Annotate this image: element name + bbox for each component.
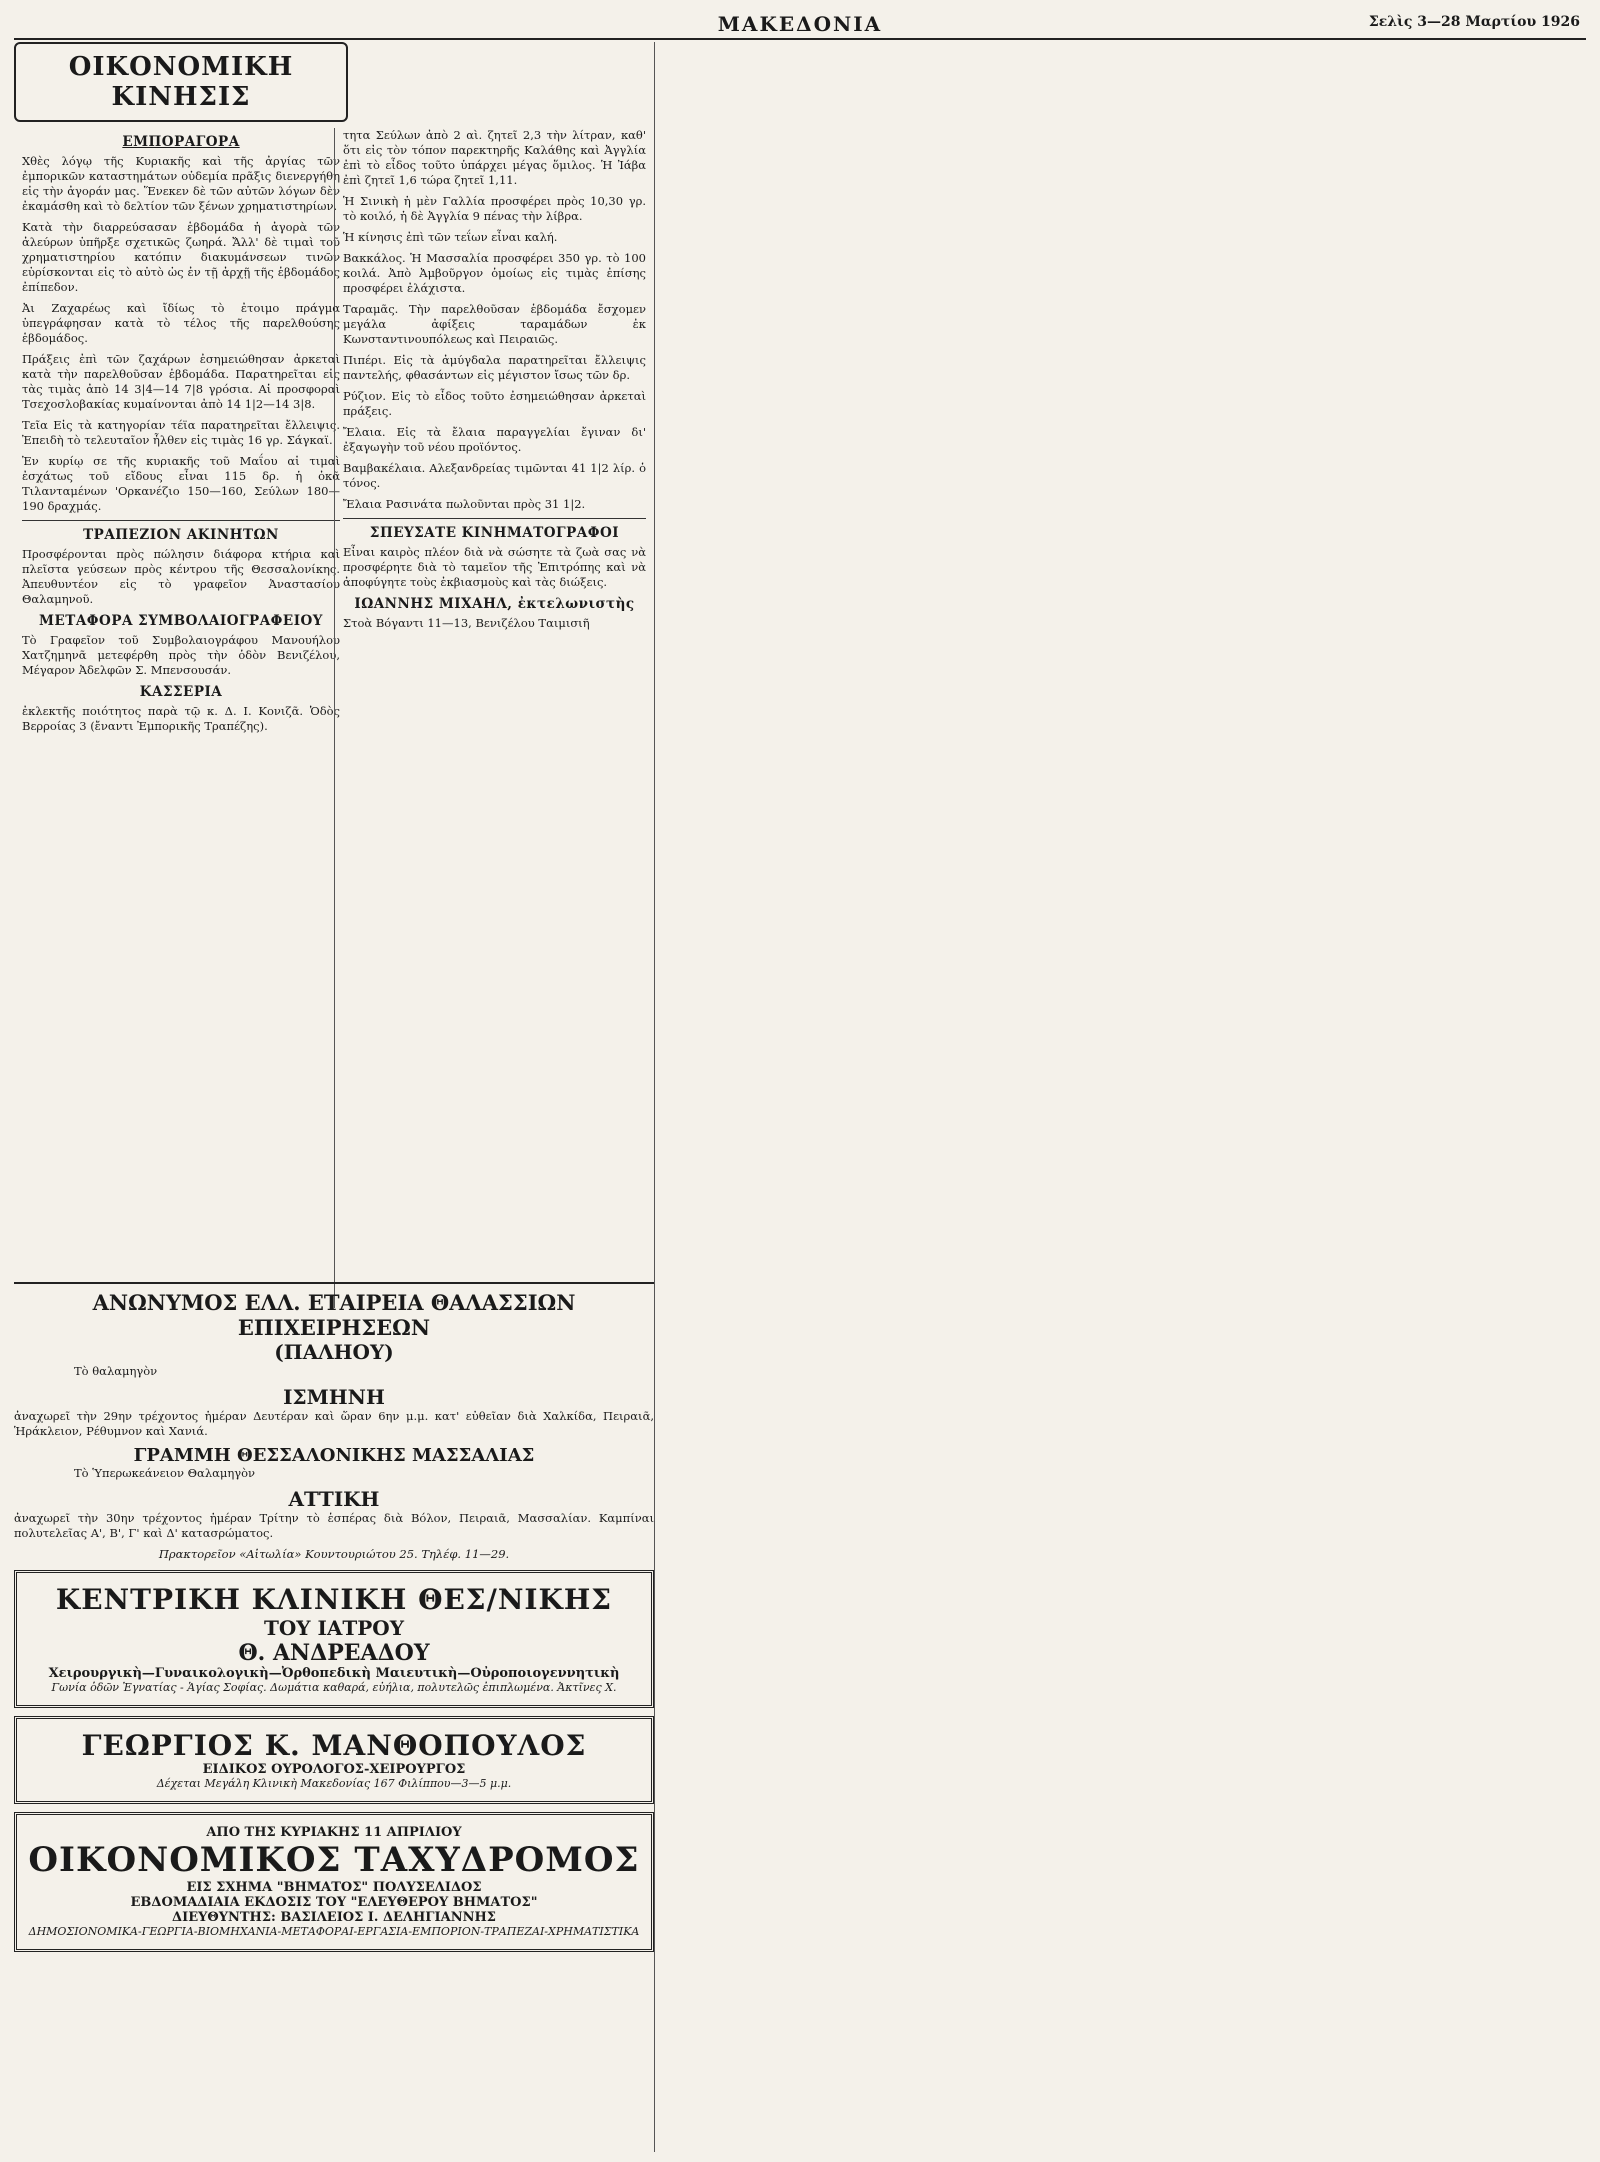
ad-heading: ΣΠΕΥΣΑΤΕ ΚΙΝΗΜΑΤΟΓΡΑΦΟΙ xyxy=(369,525,620,541)
shipping-agent: Πρακτορεῖον «Αἰτωλία» Κουντουριώτου 25. Τηλέφ. 11—29. xyxy=(158,1547,510,1561)
masthead xyxy=(14,8,1586,40)
ad-heading: ΤΡΑΠΕΖΙΟΝ ΑΚΙΝΗΤΩΝ xyxy=(83,527,279,543)
econ-para: Ἡ Σινικὴ ἡ μὲν Γαλλία προσφέρει πρὸς 10,30 γρ. τὸ κοιλό, ἡ δὲ Ἀγγλία 9 πένας τὴν λίβρα. xyxy=(343,194,646,223)
econ-col-2 xyxy=(334,128,654,1308)
clinic-specialties: Χειρουργικὴ—Γυναικολογικὴ—Ὀρθοπεδικὴ Μαιευτικὴ—Οὐροποιογεννητικὴ xyxy=(48,1666,620,1681)
courier-title: ΟΙΚΟΝΟΜΙΚΟΣ ΤΑΧΥΔΡΟΜΟΣ xyxy=(28,1840,640,1880)
ad-heading: ΚΑΣΣΕΡΙΑ xyxy=(139,684,223,700)
left-block xyxy=(14,42,654,2152)
econ-para: Πράξεις ἐπὶ τῶν ζαχάρων ἐσημειώθησαν ἀρκεταὶ κατὰ τὴν παρελθοῦσαν ἑβδομάδα. Παρατηρεῖται εἰς τὰς τιμὰς ἀπὸ 14 3|4—14 7|8 γρόσια. Αἱ προσφοραὶ Τσεχοσλοβακίας κυμαίνονται ἀπὸ 14 1|2—14 3|8. xyxy=(22,352,340,411)
econ-para: Ρύζιον. Εἰς τὸ εἶδος τοῦτο ἐσημειώθησαν ἀρκεταὶ πράξεις. xyxy=(343,389,646,418)
ship-name: ΑΤΤΙΚΗ xyxy=(288,1487,380,1511)
econ-para: Βαμβακέλαια. Αλεξανδρείας τιμῶνται 41 1|2 λίρ. ὁ τόνος. xyxy=(343,461,646,490)
ship-text: ἀναχωρεῖ τὴν 29ην τρέχοντος ἡμέραν Δευτέραν καὶ ὥραν 6ην μ.μ. κατ' εὐθεῖαν διὰ Χαλκίδα, Πειραιᾶ, Ἡράκλειον, Ρέθυμνον καὶ Χανιά. xyxy=(14,1409,654,1438)
ad-text: Στοὰ Βόγαντι 11—13, Βενιζέλου Ταιμισιῆ xyxy=(343,616,590,630)
econ-para: Ταραμᾶς. Τὴν παρελθοῦσαν ἑβδομάδα ἔσχομεν μεγάλα ἀφίξεις ταραμάδων ἐκ Κωνσταντινουπόλεως καὶ Πειραιῶς. xyxy=(343,302,646,346)
shipping-from: Τὸ θαλαμηγὸν xyxy=(74,1364,158,1378)
shipping-line: ΓΡΑΜΜΗ ΘΕΣΣΑΛΟΝΙΚΗΣ ΜΑΣΣΑΛΙΑΣ xyxy=(133,1445,535,1466)
clinic-subtitle: ΤΟΥ ΙΑΤΡΟΥ xyxy=(263,1616,405,1640)
shipping-company: ΑΝΩΝΥΜΟΣ ΕΛΛ. ΕΤΑΙΡΕΙΑ ΘΑΛΑΣΣΙΩΝ ΕΠΙΧΕΙΡΗΣΕΩΝ xyxy=(92,1290,576,1340)
econ-para: τητα Σεύλων ἀπὸ 2 αὶ. ζητεῖ 2,3 τὴν λίτραν, καθ' ὅτι εἰς τὸν τόπον παρεκτηρῆς Καλάθης καὶ Ἀγγλία ἐπὶ τὸ εἶδος τοῦτο ὑπάρχει μέγας ὅμιλος. Ἡ Ἰάβα ἐπὶ ζητεῖ 1,6 τώρα ζητεῖ 1,11. xyxy=(343,128,646,187)
emporagora-heading: ΕΜΠΟΡΑΓΟΡΑ xyxy=(122,134,240,150)
ad-heading: ΙΩΑΝΝΗΣ ΜΙΧΑΗΛ, ἐκτελωνιστὴς xyxy=(354,596,635,612)
courier-ad xyxy=(14,1812,654,1952)
ad-heading: ΜΕΤΑΦΟΡΑ ΣΥΜΒΟΛΑΙΟΓΡΑΦΕΙΟΥ xyxy=(39,613,323,629)
page-date: Σελὶς 3—28 Μαρτίου 1926 xyxy=(1368,14,1580,30)
ad-text: Προσφέρονται πρὸς πώλησιν διάφορα κτήρια καὶ πλεῖστα γεύσεων πρὸς κέντρου τῆς Θεσσαλονίκης. Ἀπευθυντέον εἰς τὸ γραφεῖον Ἀναστασίου Θαλαμηνοῦ. xyxy=(22,547,340,606)
shipping-from: Τὸ Ὑπερωκεάνειον Θαλαμηγὸν xyxy=(74,1466,256,1480)
clinic-title: ΚΕΝΤΡΙΚΗ ΚΛΙΝΙΚΗ ΘΕΣ/ΝΙΚΗΣ xyxy=(55,1583,613,1616)
courier-line: ΕΒΔΟΜΑΔΙΑΙΑ ΕΚΔΟΣΙΣ ΤΟΥ "ΕΛΕΥΘΕΡΟΥ ΒΗΜΑΤΟΣ" xyxy=(130,1895,538,1910)
econ-para: Βακκάλος. Ἡ Μασσαλία προσφέρει 350 γρ. τὸ 100 κοιλά. Ἀπὸ Ἀμβοῦργον ὁμοίως εἰς τιμὰς ἐπίσης προσφέρει ἐλάχιστα. xyxy=(343,251,646,295)
columns xyxy=(14,42,1586,2152)
econ-col-1 xyxy=(14,128,348,1308)
econ-para: Ἔλαια Ρασινάτα πωλοῦνται πρὸς 31 1|2. xyxy=(343,497,586,511)
surgeon-specialty: ΕΙΔΙΚΟΣ ΟΥΡΟΛΟΓΟΣ-ΧΕΙΡΟΥΡΓΟΣ xyxy=(202,1762,466,1777)
econ-para: Ἀι Ζαχαρέως καὶ ἴδίως τὸ ἐτοιμο πράγμα ὑπεγράφησαν κατὰ τὸ τέλος τῆς παρελθούσης ἑβδομάδος. xyxy=(22,301,340,345)
ad-text: Τὸ Γραφεῖον τοῦ Συμβολαιογράφου Μανουήλου Χατζημηνᾶ μετεφέρθη πρὸς τὴν ὁδὸν Βενιζέλου, Μέγαρον Ἀδελφῶν Σ. Μπενσουσάν. xyxy=(22,633,340,677)
econ-para: Ἔλαια. Εἰς τὰ ἔλαια παραγγελίαι ἔγιναν δι' ἐξαγωγὴν τοῦ νέου προϊόντος. xyxy=(343,425,646,454)
econ-para: Πιπέρι. Εἰς τὰ ἀμύγδαλα παρατηρεῖται ἔλλειψις παντελής, φθασάντων εἰς μέγιστον ἴσως τῶν δρ. xyxy=(343,353,646,382)
shipping-ad xyxy=(14,1282,654,1562)
econ-para: Ἡ κίνησις ἐπὶ τῶν τεΐων εἶναι καλή. xyxy=(343,230,558,244)
surgeon-name: ΓΕΩΡΓΙΟΣ Κ. ΜΑΝΘΟΠΟΥΛΟΣ xyxy=(81,1729,587,1762)
courier-line: ΔΙΕΥΘΥΝΤΗΣ: ΒΑΣΙΛΕΙΟΣ Ι. ΔΕΛΗΓΙΑΝΝΗΣ xyxy=(172,1910,496,1925)
courier-from: ΑΠΟ ΤΗΣ ΚΥΡΙΑΚΗΣ 11 ΑΠΡΙΛΙΟΥ xyxy=(206,1825,462,1840)
econ-para: Ἐν κυρίῳ σε τῆς κυριακῆς τοῦ Μαΐου αἱ τιμαὶ ἐσχάτως τοῦ εἴδους εἶναι 115 δρ. ἡ ὀκᾶ Τιλανταμένων 'Ορκανέζιο 150—160, Σεύλων 180—190 δραχμάς. xyxy=(22,454,340,513)
econ-para: Χθὲς λόγῳ τῆς Κυριακῆς καὶ τῆς ἀργίας τῶν ἐμπορικῶν καταστημάτων οὐδεμία πρᾶξις διενεργήθη εἰς τὴν ἀγοράν μας. Ἕνεκεν δὲ τῶν αὐτῶν λόγων δὲν ἐκαμάσθη καὶ τὸ δελτίον τῶν ξένων χρηματιστηρίων. xyxy=(22,154,340,213)
courier-line: ΕΙΣ ΣΧΗΜΑ "ΒΗΜΑΤΟΣ" ΠΟΛΥΣΕΛΙΔΟΣ xyxy=(186,1880,482,1895)
ship-name: ΙΣΜΗΝΗ xyxy=(283,1385,385,1409)
left-ads xyxy=(14,1282,654,1960)
ad-text: Εἶναι καιρὸς πλέον διὰ νὰ σώσητε τὰ ζωὰ σας νὰ προσφέρητε διὰ τὸ ταμεῖον τῆς Ἐπιτρόπης καὶ νὰ ἀποφύγητε τοὺς ἐκβιασμοὺς καὶ τὰς διώξεις. xyxy=(343,545,646,589)
clinic-ad xyxy=(14,1570,654,1708)
courier-topics: ΔΗΜΟΣΙΟΝΟΜΙΚΑ-ΓΕΩΡΓΙΑ-ΒΙΟΜΗΧΑΝΙΑ-ΜΕΤΑΦΟΡΑΙ-ΕΡΓΑΣΙΑ-ΕΜΠΟΡΙΟΝ-ΤΡΑΠΕΖΑΙ-ΧΡΗΜΑΤΙΣΤΙΚΑ xyxy=(28,1925,640,1938)
ad-text: ἐκλεκτῆς ποιότητος παρὰ τῷ κ. Δ. Ι. Κονιζᾶ. Ὁδὸς Βερροίας 3 (ἔναντι Ἐμπορικῆς Τραπέζης). xyxy=(22,704,340,733)
surgeon-ad xyxy=(14,1716,654,1804)
econ-columns xyxy=(14,128,646,1308)
shipping-company-sub: (ΠΑΛΗΟΥ) xyxy=(274,1340,394,1364)
clinic-doctor: Θ. ΑΝΔΡΕΑΔΟΥ xyxy=(238,1640,430,1666)
clinic-info: Γωνία ὁδῶν Ἐγνατίας - Ἁγίας Σοφίας. Δωμάτια καθαρά, εὐήλια, πολυτελῶς ἐπιπλωμένα. Ἀκτῖνες Χ. xyxy=(51,1681,617,1694)
econ-para: Κατὰ τὴν διαρρεύσασαν ἑβδομάδα ἡ ἀγορὰ τῶν ἀλεύρων ὑπῆρξε σχετικῶς ζωηρά. Ἄλλ' δὲ τιμαὶ τοῦ χρηματιστηρίου κατόπιν διακυμάνσεων τινῶν εὑρίσκονται εἰς τὸ αὐτὸ ὡς ἐν τῇ ἀρχῇ τῆς ἑβδομάδος ἐπίπεδον. xyxy=(22,220,340,294)
econ-heading: ΟΙΚΟΝΟΜΙΚΗ ΚΙΝΗΣΙΣ xyxy=(14,42,348,122)
surgeon-info: Δέχεται Μεγάλη Κλινικὴ Μακεδονίας 167 Φιλίππου—3—5 μ.μ. xyxy=(156,1777,512,1790)
econ-para: Τεῖα Εἰς τὰ κατηγορίαν τέϊα παρατηρεῖται ἔλλειψις. Ἐπειδὴ τὸ τελευταῖον ἦλθεν εἰς τιμὰς 16 γρ. Σάγκαϊ. xyxy=(22,418,340,447)
paper-name: ΜΑΚΕΔΟΝΙΑ xyxy=(717,12,883,36)
ship-text: ἀναχωρεῖ τὴν 30ην τρέχοντος ἡμέραν Τρίτην τὸ ἑσπέρας διὰ Βόλον, Πειραιᾶ, Μασσαλίαν. Καμπίναι πολυτελεῖας Α', Β', Γ' καὶ Δ' κατασρώματος. xyxy=(14,1511,654,1540)
